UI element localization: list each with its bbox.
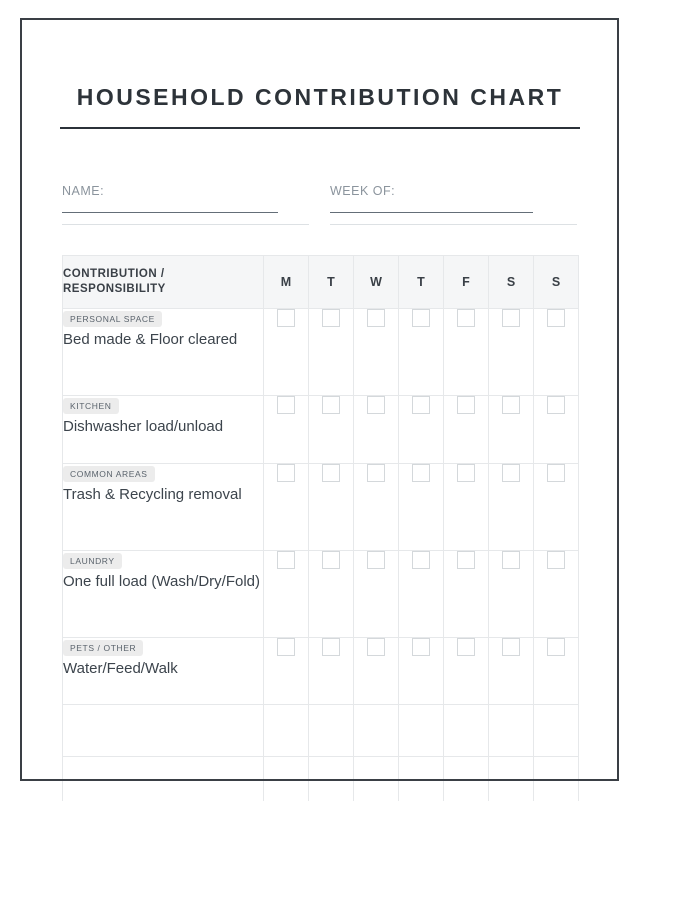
day-cell bbox=[444, 464, 489, 551]
day-cell-empty bbox=[264, 757, 309, 801]
day-cell-empty bbox=[309, 705, 354, 757]
day-cell bbox=[309, 396, 354, 464]
task-text: One full load (Wash/Dry/Fold) bbox=[63, 573, 261, 590]
day-cell bbox=[264, 464, 309, 551]
day-cell bbox=[489, 464, 534, 551]
empty-row bbox=[63, 705, 579, 757]
name-write-line bbox=[62, 212, 278, 213]
week-of-write-line bbox=[330, 212, 533, 213]
day-checkbox[interactable] bbox=[277, 309, 295, 327]
day-checkbox[interactable] bbox=[547, 638, 565, 656]
day-checkbox[interactable] bbox=[367, 309, 385, 327]
day-checkbox[interactable] bbox=[502, 464, 520, 482]
day-checkbox[interactable] bbox=[412, 464, 430, 482]
page-title: HOUSEHOLD CONTRIBUTION CHART bbox=[76, 84, 564, 110]
day-checkbox[interactable] bbox=[502, 309, 520, 327]
day-checkbox[interactable] bbox=[322, 551, 340, 569]
category-badge: PERSONAL SPACE bbox=[63, 311, 162, 327]
day-cell bbox=[354, 396, 399, 464]
day-column-header-fri: F bbox=[444, 256, 489, 309]
day-cell-empty bbox=[489, 757, 534, 801]
day-checkbox[interactable] bbox=[367, 551, 385, 569]
day-cell bbox=[534, 396, 579, 464]
task-row-personal-space bbox=[63, 309, 579, 396]
task-cell bbox=[63, 464, 264, 551]
task-row-laundry bbox=[63, 551, 579, 638]
category-badge: PETS / OTHER bbox=[63, 640, 143, 656]
name-cell-rule bbox=[62, 224, 309, 225]
day-cell bbox=[444, 551, 489, 638]
category-badge: KITCHEN bbox=[63, 398, 119, 414]
day-checkbox[interactable] bbox=[457, 309, 475, 327]
day-cell bbox=[444, 309, 489, 396]
day-column-header-sun: S bbox=[534, 256, 579, 309]
task-cell bbox=[63, 551, 264, 638]
day-cell-empty bbox=[444, 705, 489, 757]
day-cell bbox=[309, 638, 354, 705]
day-cell bbox=[444, 638, 489, 705]
day-checkbox[interactable] bbox=[457, 551, 475, 569]
day-column-header-mon: M bbox=[264, 256, 309, 309]
task-cell bbox=[63, 638, 264, 705]
day-checkbox[interactable] bbox=[502, 396, 520, 414]
day-checkbox[interactable] bbox=[502, 551, 520, 569]
task-text: Dishwasher load/unload bbox=[63, 418, 224, 435]
day-cell-empty bbox=[489, 705, 534, 757]
day-checkbox[interactable] bbox=[277, 464, 295, 482]
day-checkbox[interactable] bbox=[367, 638, 385, 656]
week-of-cell-rule bbox=[330, 224, 577, 225]
day-checkbox[interactable] bbox=[277, 396, 295, 414]
document-page bbox=[20, 18, 619, 781]
day-cell bbox=[534, 551, 579, 638]
day-cell bbox=[264, 309, 309, 396]
day-cell bbox=[354, 638, 399, 705]
day-checkbox[interactable] bbox=[367, 464, 385, 482]
day-checkbox[interactable] bbox=[322, 309, 340, 327]
day-checkbox[interactable] bbox=[457, 396, 475, 414]
day-checkbox[interactable] bbox=[412, 638, 430, 656]
day-checkbox[interactable] bbox=[322, 638, 340, 656]
name-label: NAME: bbox=[62, 184, 105, 198]
day-cell bbox=[309, 551, 354, 638]
day-cell-empty bbox=[444, 757, 489, 801]
day-checkbox[interactable] bbox=[457, 638, 475, 656]
day-cell bbox=[264, 396, 309, 464]
table-header-row bbox=[63, 256, 579, 309]
category-badge: LAUNDRY bbox=[63, 553, 122, 569]
day-checkbox[interactable] bbox=[457, 464, 475, 482]
day-cell-empty bbox=[354, 705, 399, 757]
task-cell bbox=[63, 309, 264, 396]
day-column-header-tue: T bbox=[309, 256, 354, 309]
day-cell bbox=[399, 309, 444, 396]
day-cell bbox=[354, 464, 399, 551]
day-column-header-wed: W bbox=[354, 256, 399, 309]
day-cell bbox=[309, 464, 354, 551]
day-cell bbox=[354, 551, 399, 638]
day-cell bbox=[489, 551, 534, 638]
day-column-header-thu: T bbox=[399, 256, 444, 309]
day-checkbox[interactable] bbox=[412, 551, 430, 569]
day-checkbox[interactable] bbox=[547, 309, 565, 327]
day-cell bbox=[489, 309, 534, 396]
task-row-pets-other bbox=[63, 638, 579, 705]
day-checkbox[interactable] bbox=[277, 638, 295, 656]
title-underline bbox=[60, 127, 580, 129]
task-text: Trash & Recycling removal bbox=[63, 486, 242, 503]
day-cell bbox=[489, 638, 534, 705]
day-checkbox[interactable] bbox=[547, 551, 565, 569]
day-cell-empty bbox=[354, 757, 399, 801]
day-cell bbox=[399, 464, 444, 551]
day-cell bbox=[264, 551, 309, 638]
day-column-header-sat: S bbox=[489, 256, 534, 309]
day-checkbox[interactable] bbox=[322, 464, 340, 482]
day-cell bbox=[534, 464, 579, 551]
task-row-kitchen bbox=[63, 396, 579, 464]
day-cell bbox=[534, 309, 579, 396]
day-cell-empty bbox=[264, 705, 309, 757]
day-checkbox[interactable] bbox=[547, 396, 565, 414]
week-of-label: WEEK OF: bbox=[330, 184, 396, 198]
task-column-header: CONTRIBUTION / RESPONSIBILITY bbox=[63, 256, 264, 309]
day-cell bbox=[399, 396, 444, 464]
day-checkbox[interactable] bbox=[412, 309, 430, 327]
day-cell-empty bbox=[309, 757, 354, 801]
day-checkbox[interactable] bbox=[367, 396, 385, 414]
day-checkbox[interactable] bbox=[322, 396, 340, 414]
task-text: Water/Feed/Walk bbox=[63, 660, 178, 677]
task-cell-empty bbox=[63, 705, 264, 757]
empty-row-clipped bbox=[63, 757, 579, 801]
contribution-table bbox=[62, 255, 579, 801]
day-cell bbox=[444, 396, 489, 464]
day-cell-empty bbox=[534, 705, 579, 757]
day-checkbox[interactable] bbox=[277, 551, 295, 569]
task-text: Bed made & Floor cleared bbox=[63, 331, 238, 348]
day-cell bbox=[354, 309, 399, 396]
task-row-common-areas bbox=[63, 464, 579, 551]
day-checkbox[interactable] bbox=[502, 638, 520, 656]
day-cell-empty bbox=[399, 757, 444, 801]
day-cell-empty bbox=[399, 705, 444, 757]
day-cell bbox=[534, 638, 579, 705]
day-cell bbox=[399, 551, 444, 638]
day-cell bbox=[264, 638, 309, 705]
task-cell bbox=[63, 396, 264, 464]
category-badge: COMMON AREAS bbox=[63, 466, 155, 482]
day-cell bbox=[489, 396, 534, 464]
day-cell-empty bbox=[534, 757, 579, 801]
day-cell bbox=[309, 309, 354, 396]
day-checkbox[interactable] bbox=[547, 464, 565, 482]
day-cell bbox=[399, 638, 444, 705]
task-cell-empty bbox=[63, 757, 264, 801]
day-checkbox[interactable] bbox=[412, 396, 430, 414]
